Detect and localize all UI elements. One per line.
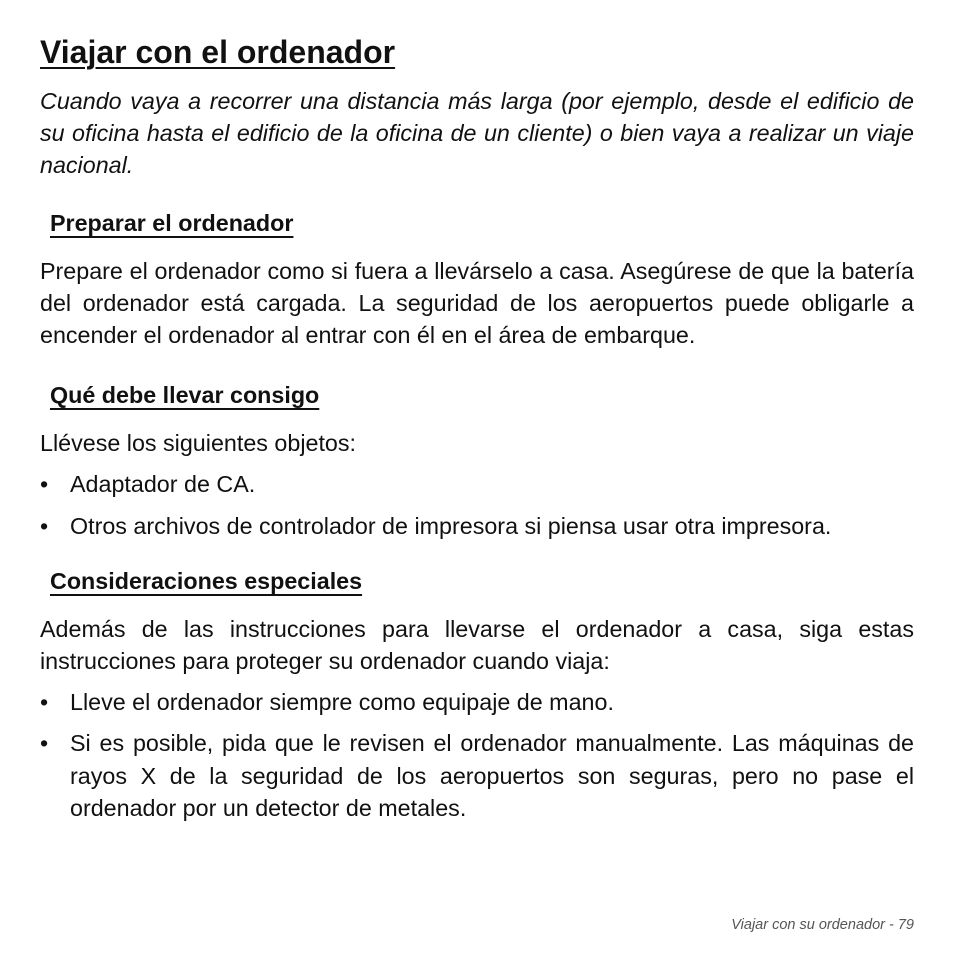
list-item-text: Adaptador de CA. bbox=[70, 471, 256, 498]
document-page bbox=[40, 26, 914, 824]
list-item bbox=[40, 510, 914, 542]
footer-section-title: Viajar con su ordenador - bbox=[731, 917, 894, 933]
section-heading-preparar: Preparar el ordenador bbox=[50, 209, 294, 236]
page-footer bbox=[731, 917, 914, 933]
section-heading-llevar: Qué debe llevar consigo bbox=[50, 382, 320, 409]
list-item-text: Lleve el ordenador siempre como equipaje de mano. bbox=[70, 689, 614, 716]
list-item-text: Si es posible, pida que le revisen el ordenador manualmente. Las máquinas de rayos X de la seguridad de los aeropuertos son seguras, pero no pase el ordenador por un detector de metales. bbox=[70, 730, 914, 821]
bullet-list-llevar bbox=[40, 468, 914, 541]
section-paragraph-preparar: Prepare el ordenador como si fuera a llevárselo a casa. Asegúrese de que la batería del ordenador está cargada. La seguridad de los aeropuertos puede obligarle a encender el ordenador al entrar con él en el área de embarque. bbox=[40, 257, 914, 349]
bullet-icon: • bbox=[40, 730, 49, 757]
list-item bbox=[40, 686, 914, 718]
list-item bbox=[40, 468, 914, 500]
bullet-icon: • bbox=[40, 689, 49, 716]
page-title: Viajar con el ordenador bbox=[40, 34, 396, 70]
bullet-icon: • bbox=[40, 471, 49, 498]
list-item bbox=[40, 727, 914, 824]
section-paragraph-consideraciones: Además de las instrucciones para llevarse el ordenador a casa, siga estas instrucciones para proteger su ordenador cuando viaja: bbox=[40, 615, 914, 675]
section-heading-consideraciones: Consideraciones especiales bbox=[50, 567, 363, 594]
bullet-icon: • bbox=[40, 512, 49, 539]
section-paragraph-llevar: Llévese los siguientes objetos: bbox=[40, 430, 356, 457]
bullet-list-consideraciones bbox=[40, 686, 914, 824]
list-item-text: Otros archivos de controlador de impresora si piensa usar otra impresora. bbox=[70, 512, 832, 539]
footer-page-number: 79 bbox=[897, 917, 914, 933]
intro-paragraph: Cuando vaya a recorrer una distancia más larga (por ejemplo, desde el edificio de su oficina hasta el edificio de la oficina de un cliente) o bien vaya a realizar un viaje nacional. bbox=[40, 88, 914, 179]
